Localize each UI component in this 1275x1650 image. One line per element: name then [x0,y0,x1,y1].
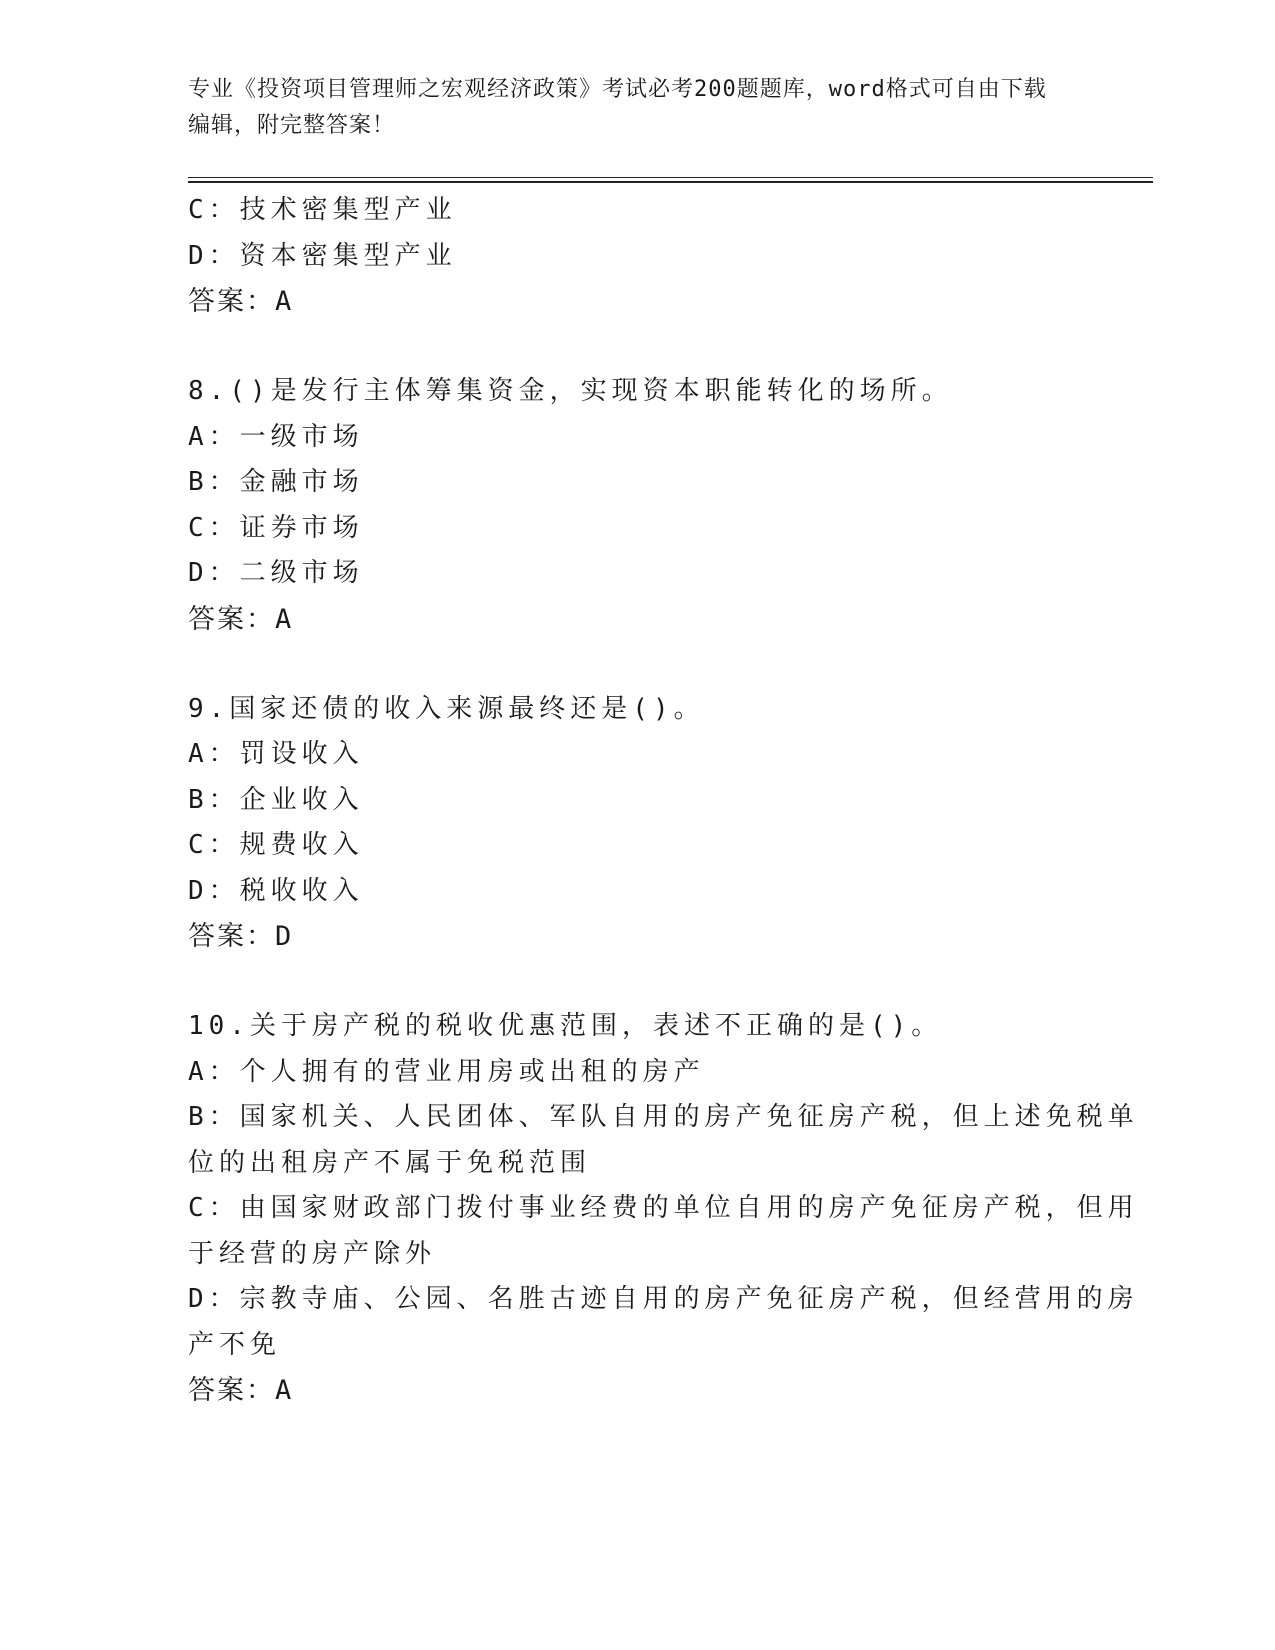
option-d-line-1: D：宗教寺庙、公园、名胜古迹自用的房产免征房产税，但经营用的房 [188,1284,1139,1314]
answer: 答案：A [188,286,294,317]
option-b: B：企业收入 [188,784,364,815]
option-c: C：证券市场 [188,512,364,543]
option-b: B：金融市场 [188,467,364,497]
spacer [188,325,1088,369]
spacer [188,960,1088,1004]
question-text: 8.()是发行主体筹集资金，实现资本职能转化的场所。 [188,376,953,406]
option-c: C：技术密集型产业 [188,195,457,225]
question-text: 10.关于房产税的税收优惠范围，表述不正确的是()。 [188,1011,943,1041]
option-b-line-2: 位的出租房产不属于免税范围 [188,1147,592,1178]
option-d: D：资本密集型产业 [188,240,457,271]
option-a: A：个人拥有的营业用房或出租的房产 [188,1056,705,1087]
option-a: A：一级市场 [188,421,364,452]
option-b-line-1: B：国家机关、人民团体、军队自用的房产免征房产税，但上述免税单 [188,1102,1139,1132]
option-c: C：规费收入 [188,830,364,860]
question-list [188,188,1139,1414]
answer: 答案：D [188,921,294,952]
question-9 [188,687,1088,961]
header-rule-thin [188,177,1153,178]
option-d: D：税收收入 [188,875,364,906]
question-text: 9.国家还债的收入来源最终还是()。 [188,693,705,724]
question-10 [188,1004,1139,1414]
header-rule-thick [188,181,1153,183]
document-header [188,72,1068,144]
option-c-line-2: 于经营的房产除外 [188,1238,437,1269]
answer: 答案：A [188,1375,294,1406]
option-d: D：二级市场 [188,558,364,588]
question-7-tail [188,188,1088,325]
option-c-line-1: C：由国家财政部门拨付事业经费的单位自用的房产免征房产税，但用 [188,1193,1139,1223]
option-d-line-2: 产不免 [188,1329,282,1360]
spacer [188,643,1088,687]
option-a: A：罚设收入 [188,739,364,769]
question-8 [188,369,1088,643]
answer: 答案：A [188,603,294,635]
header-text: 专业《投资项目管理师之宏观经济政策》考试必考200题题库，word格式可自由下载编辑，附完整答案！ [188,77,1047,138]
